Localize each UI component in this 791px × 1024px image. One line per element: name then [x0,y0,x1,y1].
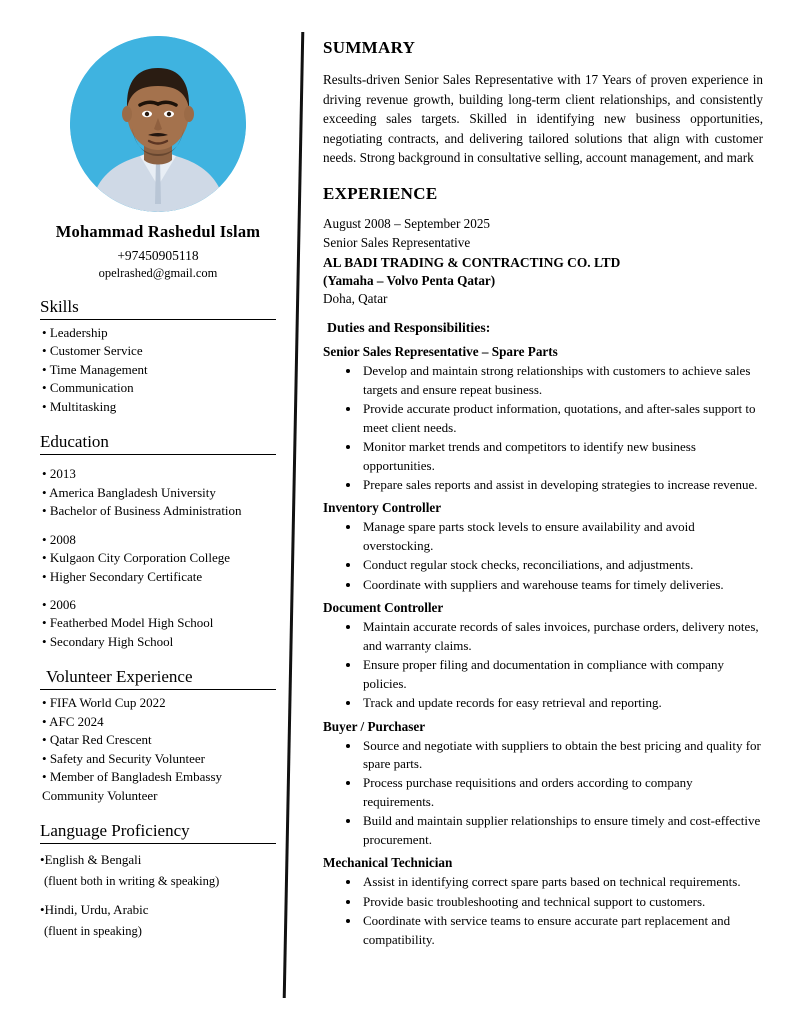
role-title: Mechanical Technician [323,855,453,871]
list-item: • Develop and maintain strong relationships with customers to achieve sales targets and ensure repeat business. [361,362,763,399]
role-bullets [323,362,763,494]
list-item: • Track and update records for easy retrieval and reporting. [361,694,763,712]
list-item: • Leadership [40,324,276,342]
list-item: • Manage spare parts stock levels to ensure availability and avoid overstocking. [361,518,763,555]
role-bullets [323,873,763,949]
education-group [40,596,276,651]
list-item: • Assist in identifying correct spare parts based on technical requirements. [361,873,763,891]
list-item: • Provide accurate product information, quotations, and after-sales support to meet client needs. [361,400,763,437]
skills-heading: Skills [40,297,276,320]
language-block [40,850,276,941]
role-title: Buyer / Purchaser [323,718,426,734]
list-item: • Maintain accurate records of sales invoices, purchase orders, delivery notes, and warranty claims. [361,618,763,655]
job-company: AL BADI TRADING & CONTRACTING CO. LTD [323,255,621,271]
summary-heading: SUMMARY [323,38,416,57]
list-item: • Secondary High School [40,633,276,651]
role-bullets [323,618,763,712]
list-item: • 2013 [40,465,276,483]
list-item: • America Bangladesh University [40,484,276,502]
language-entry [40,900,276,920]
list-item: • 2006 [40,596,276,614]
list-item: • Coordinate with service teams to ensure accurate part replacement and compatibility. [361,912,763,949]
duties-heading: Duties and Responsibilities: [327,320,491,336]
language-label: English & Bengali [44,852,142,868]
experience-heading: EXPERIENCE [323,183,438,203]
education-heading: Education [40,432,276,455]
list-item: • Communication [40,379,276,397]
language-heading: Language Proficiency [40,821,276,844]
avatar [70,36,246,212]
list-item: • Bachelor of Business Administration [40,502,276,520]
left-sidebar [22,18,290,1014]
main-content [305,18,769,1014]
role-title: Document Controller [323,600,444,616]
list-item: • Build and maintain supplier relationships to ensure timely and cost-effective procurement. [361,812,763,849]
list-item: • Ensure proper filing and documentation in compliance with company policies. [361,656,763,693]
role-bullets [323,737,763,850]
list-item: • Member of Bangladesh Embassy Community Volunteer [40,768,276,805]
list-item: • Monitor market trends and competitors to identify new business opportunities. [361,438,763,475]
language-note: (fluent both in writing & speaking) [44,873,220,888]
list-item: • Customer Service [40,342,276,360]
job-brand: (Yamaha – Volvo Penta Qatar) [323,273,496,289]
language-label: Hindi, Urdu, Arabic [44,902,149,918]
list-item: • Source and negotiate with suppliers to obtain the best pricing and quality for spare parts. [361,737,763,774]
skills-list [40,324,276,416]
list-item: • 2008 [40,531,276,549]
list-item: • Conduct regular stock checks, reconciliations, and adjustments. [361,556,763,574]
list-item: • Coordinate with suppliers and warehouse teams for timely deliveries. [361,576,763,594]
list-item: • AFC 2024 [40,713,276,731]
list-item: • Higher Secondary Certificate [40,568,276,586]
list-item: • Kulgaon City Corporation College [40,549,276,567]
portrait-photo-icon [70,36,246,212]
list-item: • Multitasking [40,398,276,416]
role-block [323,855,763,949]
role-title: Senior Sales Representative – Spare Parts [323,344,558,360]
summary-text: Results-driven Senior Sales Representative with 17 Years of proven experience in driving revenue growth, building long-term client relationships, and consistently exceeding sales targets. Skilled in identifying new business opportunities, negotiating contracts, and delivering tailored solutions that align with customer needs. Strong background in consultative selling, account management, and mark [323,72,763,166]
list-item: • Time Management [40,361,276,379]
role-block [323,500,763,594]
role-bullets [323,518,763,594]
role-block [323,719,763,850]
role-title: Inventory Controller [323,500,442,516]
education-group [40,531,276,586]
person-name: Mohammad Rashedul Islam [55,222,261,241]
phone-number: +97450905118 [117,248,199,263]
job-dates: August 2008 – September 2025 [323,215,491,231]
list-item: • Safety and Security Volunteer [40,750,276,768]
role-block [323,344,763,494]
job-location: Doha, Qatar [323,291,388,307]
education-group [40,465,276,520]
list-item: • FIFA World Cup 2022 [40,694,276,712]
volunteer-list [40,694,276,805]
list-item: • Prepare sales reports and assist in developing strategies to increase revenue. [361,476,763,494]
job-title: Senior Sales Representative [323,235,471,251]
volunteer-heading: Volunteer Experience [40,667,276,690]
list-item: • Qatar Red Crescent [40,731,276,749]
language-note: (fluent in speaking) [44,923,142,938]
email-address: opelrashed@gmail.com [98,266,218,280]
list-item: • Featherbed Model High School [40,614,276,632]
role-block [323,600,763,712]
language-entry [40,850,276,870]
list-item: • Provide basic troubleshooting and technical support to customers. [361,893,763,911]
list-item: • Process purchase requisitions and orders according to company requirements. [361,774,763,811]
